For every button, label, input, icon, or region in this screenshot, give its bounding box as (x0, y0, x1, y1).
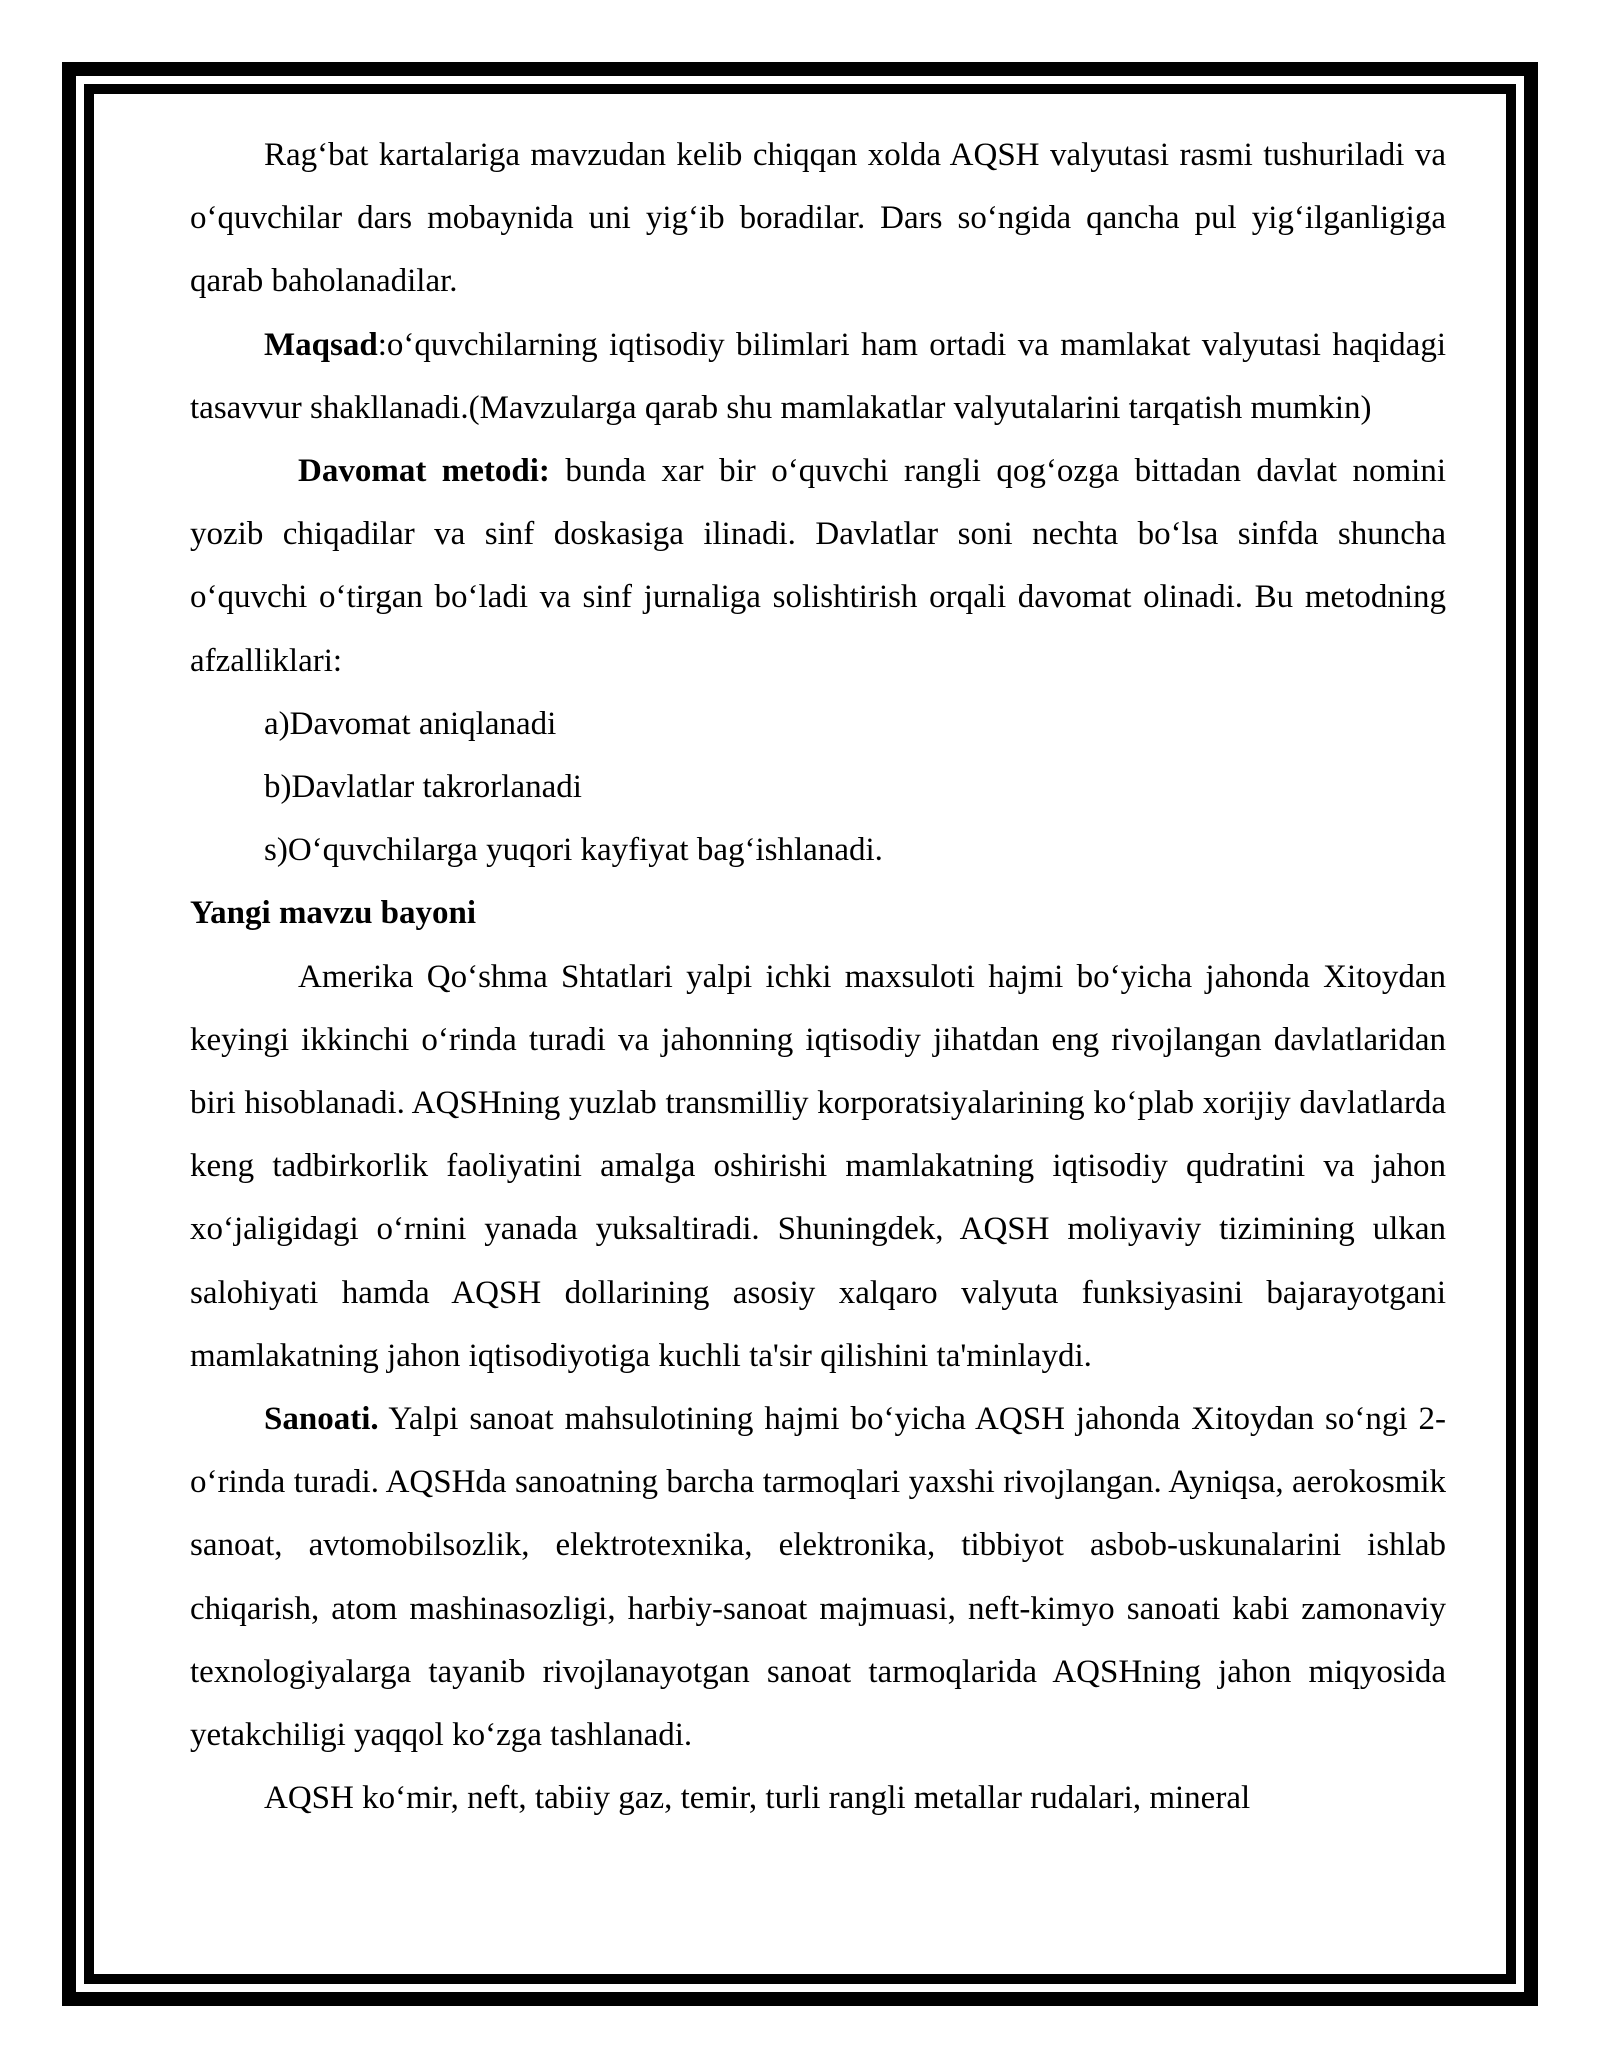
maqsad-label: Maqsad (264, 326, 378, 363)
list-item-a: a)Davomat aniqlanadi (264, 705, 557, 742)
paragraph-maqsad (190, 314, 1446, 440)
paragraph-aqsh-komir: AQSH ko‘mir, neft, tabiiy gaz, temir, turli rangli metallar rudalari, mineral (264, 1780, 1251, 1817)
list-item-b: b)Davlatlar takrorlanadi (264, 769, 582, 806)
paragraph-rag-bat: Rag‘bat kartalariga mavzudan kelib chiqqan xolda AQSH valyutasi rasmi tushuriladi va o‘quvchilar dars mobaynida uni yig‘ib boradilar. Dars so‘ngida qancha pul yig‘ilganligiga qarab baholanadilar. (190, 137, 1446, 300)
list-item-s: s)O‘quvchilarga yuqori kayfiyat bag‘ishlanadi. (264, 832, 883, 869)
section-heading: Yangi mavzu bayoni (190, 895, 477, 932)
paragraph-davomat-metodi (190, 440, 1446, 693)
maqsad-text: :o‘quvchilarning iqtisodiy bilimlari ham ortadi va mamlakat valyutasi haqidagi tasavvur shakllanadi.(Mavzularga qarab shu mamlakatlar valyutalarini tarqatish mumkin) (190, 326, 1446, 426)
davomat-label: Davomat metodi: (298, 453, 550, 490)
paragraph-amerika: Amerika Qo‘shma Shtatlari yalpi ichki maxsuloti hajmi bo‘yicha jahonda Xitoydan keyingi ikkinchi o‘rinda turadi va jahonning iqtisodiy jihatdan eng rivojlangan davlatlaridan biri hisoblanadi. AQSHning yuzlab transmilliy korporatsiyalarining ko‘plab xorijiy davlatlarda keng tadbirkorlik faoliyatini amalga oshirishi mamlakatning iqtisodiy qudratini va jahon xo‘jaligidagi o‘rnini yanada yuksaltiradi. Shuningdek, AQSH moliyaviy tizimining ulkan salohiyati hamda AQSH dollarining asosiy xalqaro valyuta funksiyasini bajarayotgani mamlakatning jahon iqtisodiyotiga kuchli ta'sir qilishini ta'minlaydi. (190, 958, 1446, 1374)
davomat-text: bunda xar bir o‘quvchi rangli qog‘ozga bittadan davlat nomini yozib chiqadilar va sinf doskasiga ilinadi. Davlatlar soni nechta bo‘lsa sinfda shuncha o‘quvchi o‘tirgan bo‘ladi va sinf jurnaliga solishtirish orqali davomat olinadi. Bu metodning afzalliklari: (190, 453, 1447, 679)
paragraph-sanoati (190, 1388, 1446, 1767)
document-body (190, 124, 1446, 1830)
sanoati-text: Yalpi sanoat mahsulotining hajmi bo‘yicha AQSH jahonda Xitoydan so‘ngi 2-o‘rinda turadi. AQSHda sanoatning barcha tarmoqlari yaxshi rivojlangan. Ayniqsa, aerokosmik sanoat, avtomobilsozlik, elektrotexnika, elektronika, tibbiyot asbob-uskunalarini ishlab chiqarish, atom mashinasozligi, harbiy-sanoat majmuasi, neft-kimyo sanoati kabi zamonaviy texnologiyalarga tayanib rivojlanayotgan sanoat tarmoqlarida AQSHning jahon miqyosida yetakchiligi yaqqol ko‘zga tashlanadi. (190, 1401, 1446, 1754)
sanoati-label: Sanoati. (264, 1401, 379, 1438)
